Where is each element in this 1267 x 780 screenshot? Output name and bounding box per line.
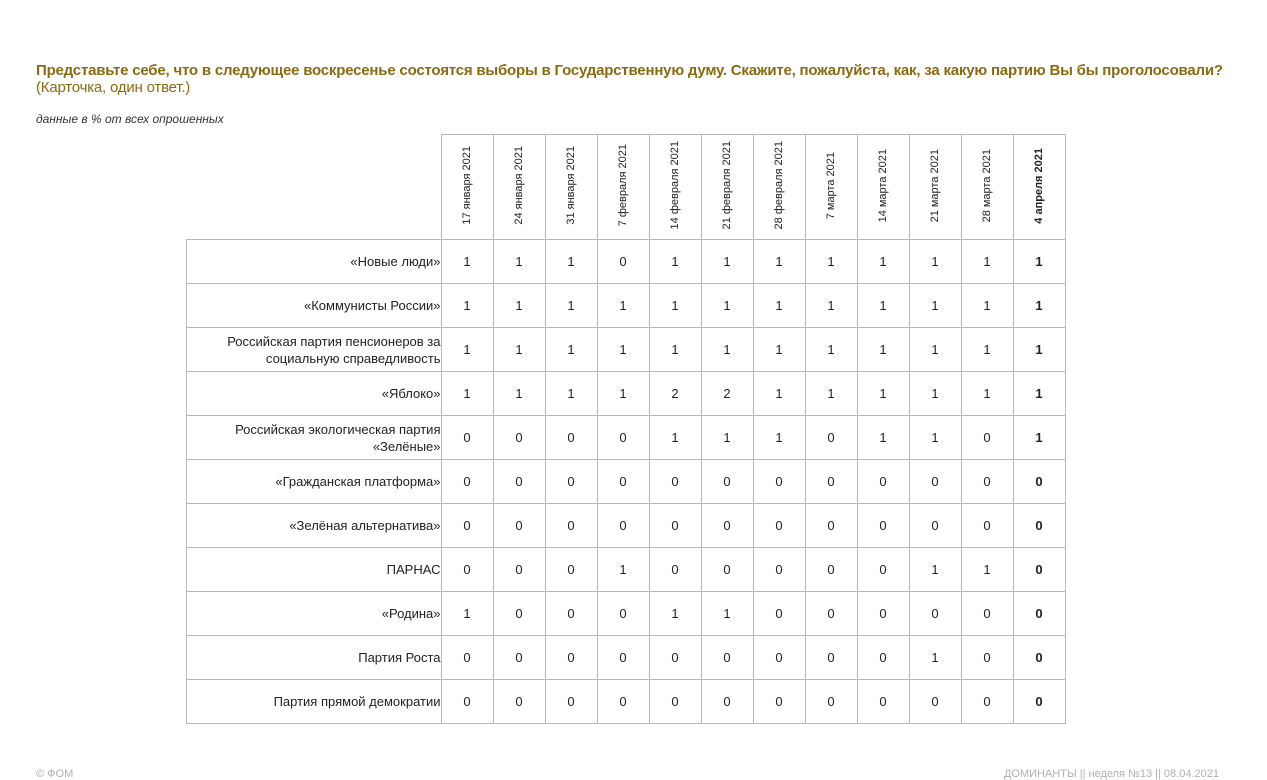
value-cell: 1 [701, 240, 753, 284]
value-cell: 1 [701, 328, 753, 372]
value-cell: 1 [649, 592, 701, 636]
value-cell: 1 [597, 372, 649, 416]
table-row [187, 284, 1066, 328]
value-cell: 1 [649, 416, 701, 460]
date-label: 31 января 2021 [565, 146, 577, 225]
value-cell: 0 [909, 460, 961, 504]
table-row [187, 548, 1066, 592]
date-header [649, 135, 701, 240]
value-cell: 0 [441, 680, 493, 724]
date-label: 14 февраля 2021 [669, 141, 681, 230]
value-cell: 0 [961, 680, 1013, 724]
value-cell: 0 [545, 636, 597, 680]
date-label: 7 февраля 2021 [617, 144, 629, 227]
value-cell: 0 [701, 680, 753, 724]
table-corner [187, 135, 442, 240]
data-unit-note: данные в % от всех опрошенных [36, 112, 224, 126]
value-cell: 0 [805, 636, 857, 680]
value-cell: 0 [805, 460, 857, 504]
value-cell: 1 [753, 284, 805, 328]
party-name: «Коммунисты России» [187, 284, 442, 328]
value-cell: 0 [649, 636, 701, 680]
value-cell: 0 [545, 680, 597, 724]
value-cell: 1 [493, 328, 545, 372]
value-cell: 0 [441, 636, 493, 680]
value-cell: 1 [805, 328, 857, 372]
value-cell: 1 [857, 416, 909, 460]
value-cell: 1 [961, 328, 1013, 372]
value-cell: 1 [545, 240, 597, 284]
value-cell: 0 [597, 636, 649, 680]
value-cell: 0 [701, 636, 753, 680]
date-label: 28 февраля 2021 [773, 141, 785, 230]
value-cell: 1 [909, 240, 961, 284]
value-cell: 0 [493, 504, 545, 548]
date-label: 24 января 2021 [513, 146, 525, 225]
value-cell: 1 [649, 328, 701, 372]
value-cell: 1 [753, 372, 805, 416]
value-cell: 1 [493, 240, 545, 284]
value-cell: 0 [1013, 636, 1065, 680]
value-cell: 1 [805, 372, 857, 416]
value-cell: 0 [1013, 548, 1065, 592]
value-cell: 0 [493, 592, 545, 636]
value-cell: 1 [545, 328, 597, 372]
party-name: «Родина» [187, 592, 442, 636]
value-cell: 0 [857, 504, 909, 548]
value-cell: 0 [1013, 460, 1065, 504]
value-cell: 1 [545, 372, 597, 416]
value-cell: 1 [441, 592, 493, 636]
value-cell: 1 [649, 240, 701, 284]
value-cell: 1 [701, 416, 753, 460]
value-cell: 0 [753, 680, 805, 724]
date-header [545, 135, 597, 240]
value-cell: 0 [753, 460, 805, 504]
value-cell: 0 [649, 680, 701, 724]
table-body [187, 240, 1066, 724]
date-header [441, 135, 493, 240]
value-cell: 0 [805, 548, 857, 592]
value-cell: 2 [701, 372, 753, 416]
value-cell: 0 [805, 504, 857, 548]
value-cell: 0 [649, 460, 701, 504]
value-cell: 0 [545, 504, 597, 548]
date-header [701, 135, 753, 240]
value-cell: 1 [493, 284, 545, 328]
value-cell: 0 [493, 636, 545, 680]
value-cell: 0 [857, 548, 909, 592]
value-cell: 1 [1013, 372, 1065, 416]
copyright: © ФОМ [36, 768, 74, 780]
value-cell: 0 [649, 548, 701, 592]
value-cell: 0 [441, 504, 493, 548]
value-cell: 1 [1013, 240, 1065, 284]
value-cell: 0 [857, 592, 909, 636]
value-cell: 0 [545, 592, 597, 636]
value-cell: 1 [597, 284, 649, 328]
value-cell: 0 [441, 416, 493, 460]
value-cell: 0 [1013, 592, 1065, 636]
poll-results-table [186, 134, 1066, 724]
party-name: Российская партия пенсионеров за социальную справедливость [187, 328, 442, 372]
date-header [493, 135, 545, 240]
value-cell: 0 [753, 636, 805, 680]
date-header [857, 135, 909, 240]
value-cell: 0 [753, 504, 805, 548]
value-cell: 1 [597, 328, 649, 372]
value-cell: 0 [493, 416, 545, 460]
value-cell: 1 [909, 416, 961, 460]
value-cell: 0 [545, 416, 597, 460]
value-cell: 0 [597, 460, 649, 504]
date-label: 21 марта 2021 [929, 148, 941, 223]
value-cell: 1 [1013, 416, 1065, 460]
value-cell: 1 [493, 372, 545, 416]
value-cell: 0 [961, 460, 1013, 504]
value-cell: 1 [441, 240, 493, 284]
date-label: 28 марта 2021 [981, 148, 993, 223]
question-note: (Карточка, один ответ.) [36, 79, 191, 96]
value-cell: 1 [909, 548, 961, 592]
date-label: 17 января 2021 [461, 146, 473, 225]
question-main: Представьте себе, что в следующее воскресенье состоятся выборы в Государственную думу. Скажите, пожалуйста, как, за какую партию Вы бы проголосовали? [36, 62, 1223, 79]
value-cell: 1 [805, 284, 857, 328]
value-cell: 1 [961, 240, 1013, 284]
date-header [805, 135, 857, 240]
value-cell: 0 [597, 504, 649, 548]
value-cell: 0 [909, 680, 961, 724]
date-header [753, 135, 805, 240]
date-label: 14 марта 2021 [877, 148, 889, 223]
value-cell: 0 [493, 680, 545, 724]
value-cell: 1 [545, 284, 597, 328]
value-cell: 1 [441, 284, 493, 328]
value-cell: 0 [701, 504, 753, 548]
party-name: Партия прямой демократии [187, 680, 442, 724]
value-cell: 1 [649, 284, 701, 328]
table-row [187, 416, 1066, 460]
value-cell: 0 [441, 548, 493, 592]
value-cell: 0 [753, 592, 805, 636]
value-cell: 1 [961, 548, 1013, 592]
party-name: «Новые люди» [187, 240, 442, 284]
value-cell: 0 [649, 504, 701, 548]
value-cell: 0 [961, 592, 1013, 636]
value-cell: 0 [545, 548, 597, 592]
table-row [187, 680, 1066, 724]
value-cell: 0 [493, 460, 545, 504]
table-row [187, 372, 1066, 416]
value-cell: 1 [909, 372, 961, 416]
value-cell: 1 [909, 328, 961, 372]
date-label: 4 апреля 2021 [1033, 147, 1045, 224]
value-cell: 1 [909, 636, 961, 680]
party-name: «Гражданская платформа» [187, 460, 442, 504]
value-cell: 0 [597, 240, 649, 284]
value-cell: 0 [1013, 504, 1065, 548]
party-name: Российская экологическая партия «Зелёные» [187, 416, 442, 460]
value-cell: 1 [701, 284, 753, 328]
date-header [597, 135, 649, 240]
value-cell: 2 [649, 372, 701, 416]
table-row [187, 240, 1066, 284]
value-cell: 1 [597, 548, 649, 592]
table-row [187, 592, 1066, 636]
value-cell: 0 [441, 460, 493, 504]
value-cell: 1 [961, 372, 1013, 416]
value-cell: 1 [753, 328, 805, 372]
value-cell: 0 [545, 460, 597, 504]
value-cell: 1 [805, 240, 857, 284]
table-row [187, 636, 1066, 680]
value-cell: 0 [805, 416, 857, 460]
value-cell: 1 [857, 240, 909, 284]
value-cell: 1 [1013, 328, 1065, 372]
date-header [909, 135, 961, 240]
table-row [187, 460, 1066, 504]
value-cell: 1 [857, 328, 909, 372]
value-cell: 0 [857, 680, 909, 724]
value-cell: 0 [597, 680, 649, 724]
value-cell: 0 [597, 416, 649, 460]
value-cell: 1 [857, 372, 909, 416]
party-name: Партия Роста [187, 636, 442, 680]
value-cell: 0 [961, 416, 1013, 460]
value-cell: 1 [753, 240, 805, 284]
value-cell: 0 [857, 636, 909, 680]
value-cell: 1 [857, 284, 909, 328]
value-cell: 1 [1013, 284, 1065, 328]
value-cell: 0 [597, 592, 649, 636]
question-text [36, 62, 1236, 96]
value-cell: 0 [961, 636, 1013, 680]
value-cell: 0 [909, 504, 961, 548]
table-row [187, 328, 1066, 372]
party-name: «Зелёная альтернатива» [187, 504, 442, 548]
value-cell: 0 [909, 592, 961, 636]
value-cell: 1 [701, 592, 753, 636]
value-cell: 0 [857, 460, 909, 504]
value-cell: 0 [1013, 680, 1065, 724]
value-cell: 1 [441, 372, 493, 416]
value-cell: 1 [909, 284, 961, 328]
value-cell: 1 [961, 284, 1013, 328]
value-cell: 0 [961, 504, 1013, 548]
value-cell: 0 [701, 460, 753, 504]
party-name: «Яблоко» [187, 372, 442, 416]
footer-issue-info: ДОМИНАНТЫ || неделя №13 || 08.04.2021 [1003, 768, 1219, 780]
table-row [187, 504, 1066, 548]
value-cell: 0 [805, 680, 857, 724]
value-cell: 1 [753, 416, 805, 460]
date-header-row [187, 135, 1066, 240]
date-header [961, 135, 1013, 240]
value-cell: 0 [805, 592, 857, 636]
date-label: 7 марта 2021 [825, 151, 837, 220]
date-label: 21 февраля 2021 [721, 141, 733, 230]
value-cell: 0 [493, 548, 545, 592]
date-header [1013, 135, 1065, 240]
value-cell: 0 [753, 548, 805, 592]
value-cell: 1 [441, 328, 493, 372]
party-name: ПАРНАС [187, 548, 442, 592]
value-cell: 0 [701, 548, 753, 592]
